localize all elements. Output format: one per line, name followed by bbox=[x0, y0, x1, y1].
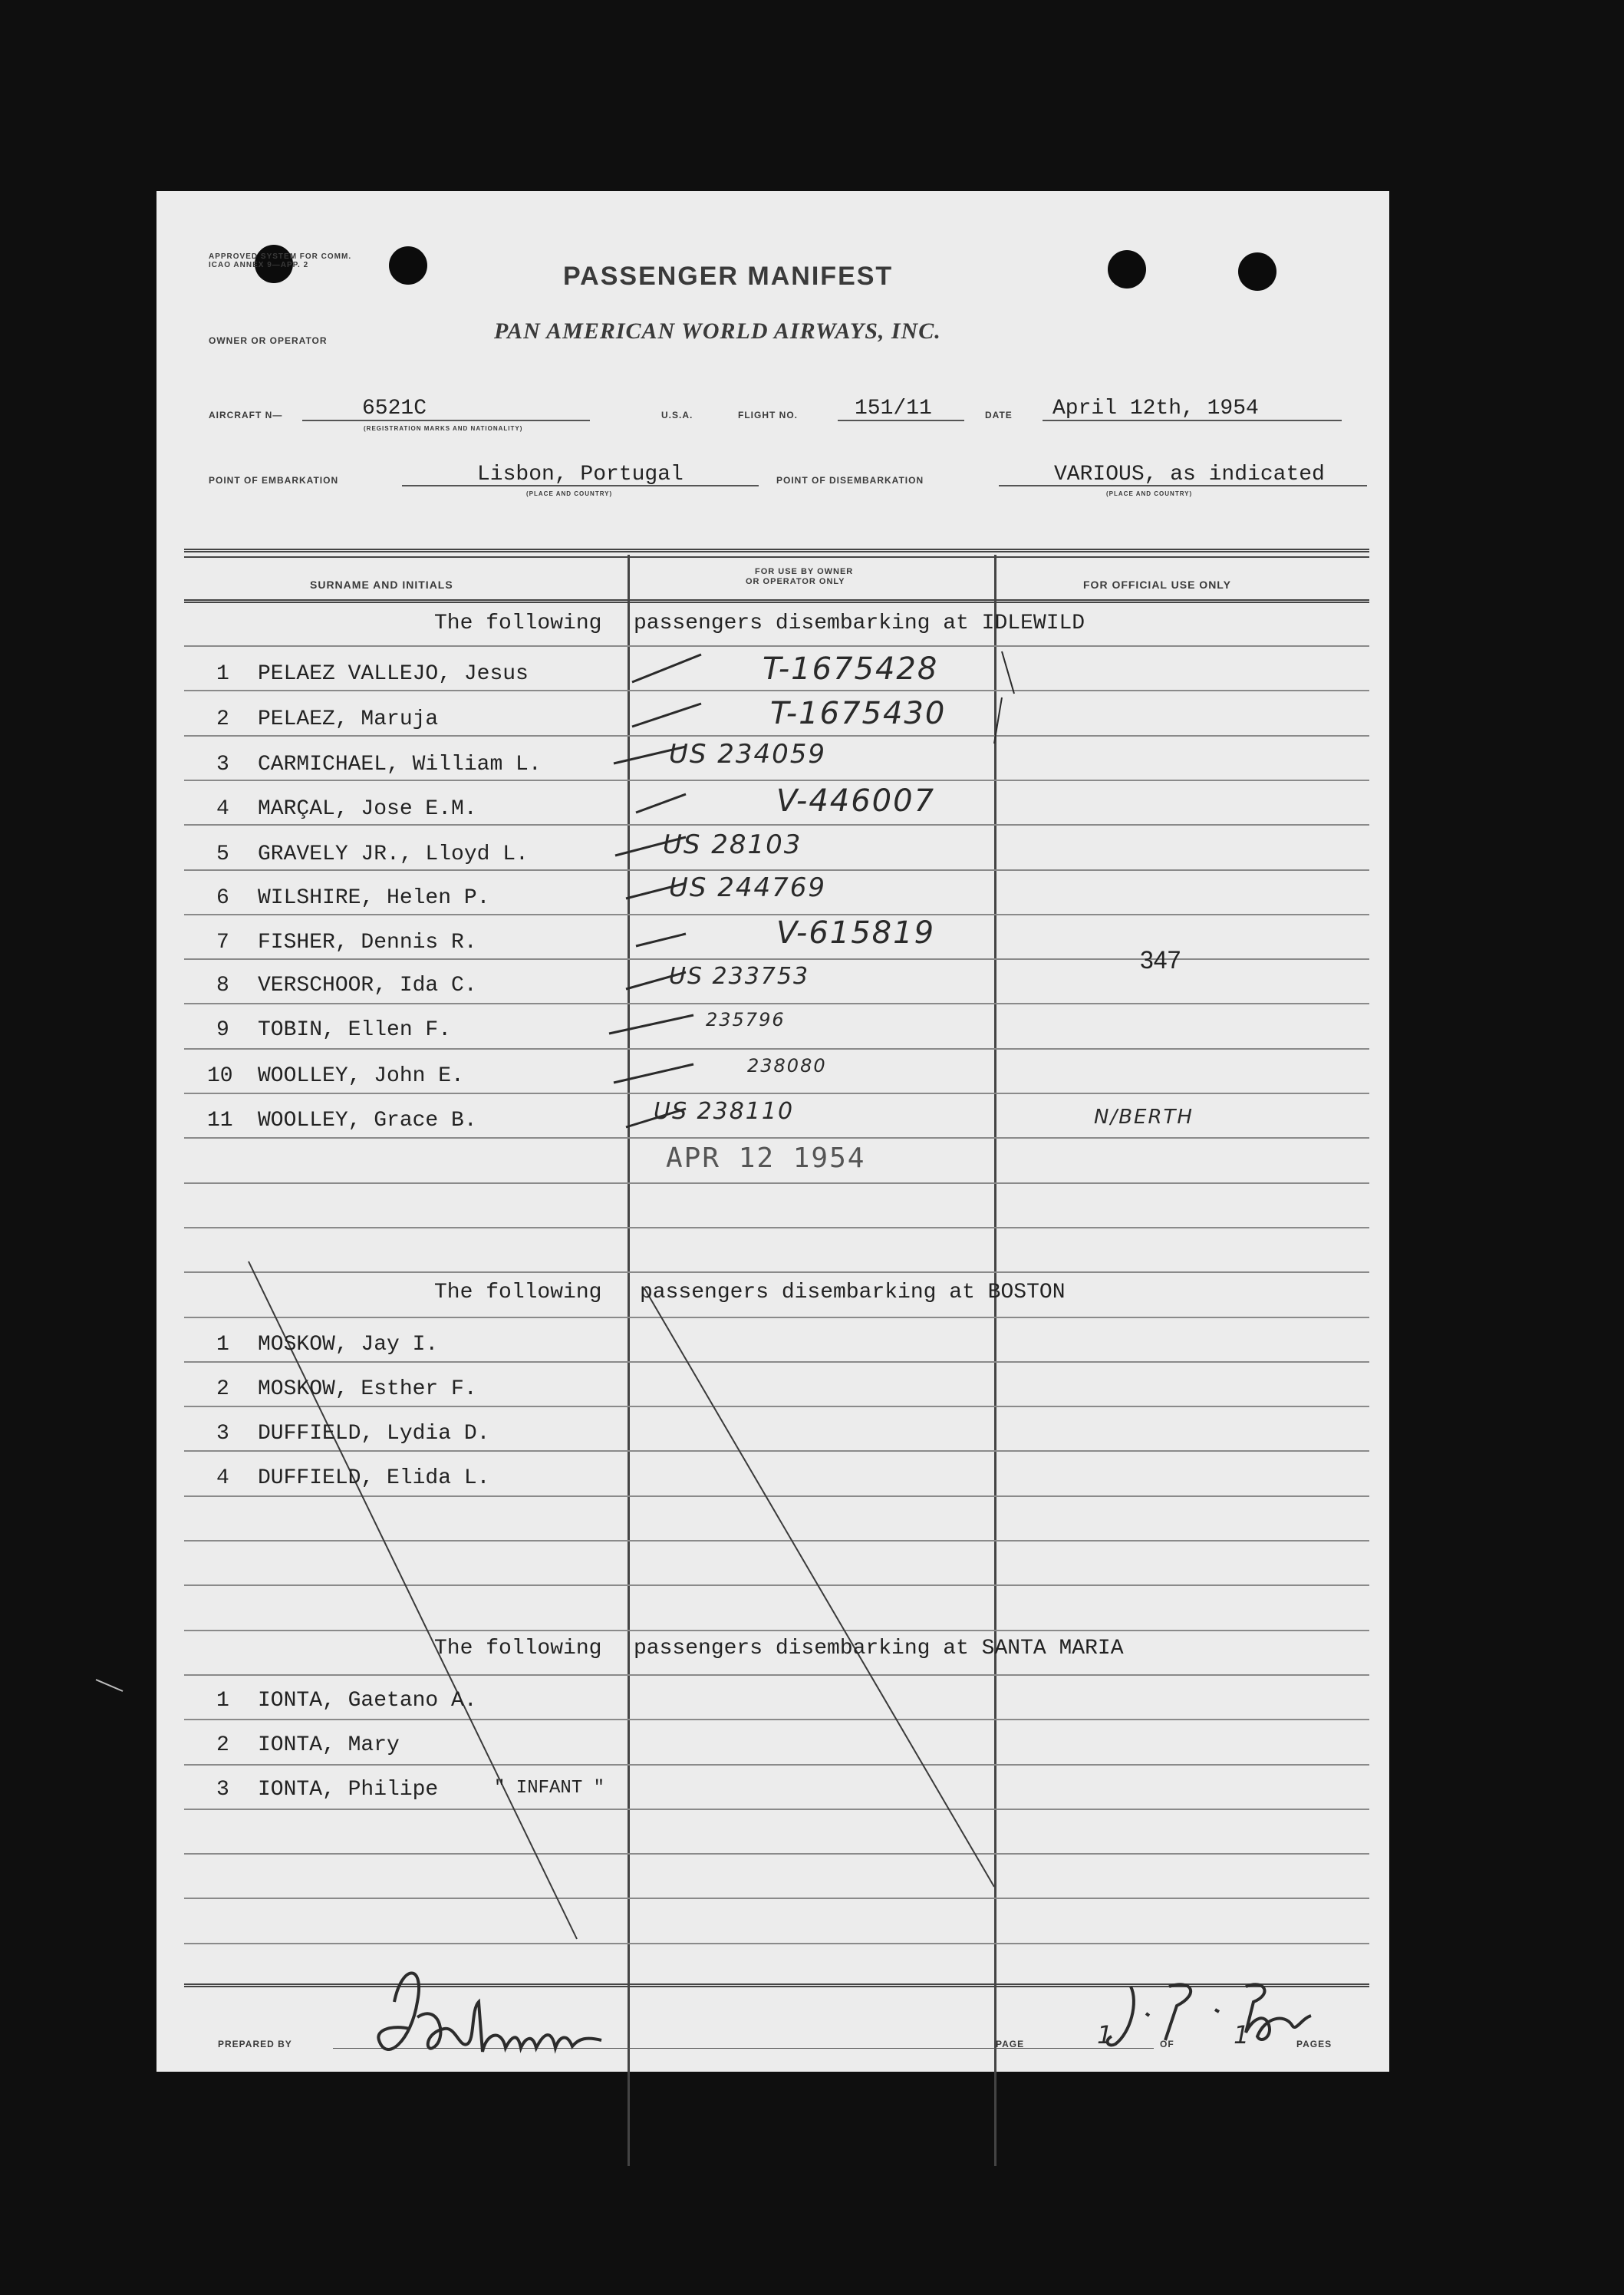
form-title: PASSENGER MANIFEST bbox=[563, 262, 894, 291]
document-number: US 28103 bbox=[663, 829, 802, 860]
passenger-number: 2 bbox=[216, 1733, 229, 1757]
pages-label: PAGES bbox=[1296, 2039, 1332, 2049]
passenger-number: 10 bbox=[207, 1064, 233, 1088]
passenger-number: 8 bbox=[216, 974, 229, 997]
document-number: US 234059 bbox=[669, 739, 827, 770]
disembark-caption: (PLACE AND COUNTRY) bbox=[1106, 490, 1193, 497]
operator-name: PAN AMERICAN WORLD AIRWAYS, INC. bbox=[494, 318, 941, 344]
document-number: US 238110 bbox=[654, 1098, 795, 1125]
passenger-name: VERSCHOOR, Ida C. bbox=[258, 974, 477, 997]
embark-value: Lisbon, Portugal bbox=[477, 463, 684, 486]
disembark-value: VARIOUS, as indicated bbox=[1054, 463, 1325, 486]
date-stamp: APR 12 1954 bbox=[666, 1143, 866, 1174]
official-number: 347 bbox=[1140, 946, 1181, 974]
embark-caption: (PLACE AND COUNTRY) bbox=[526, 490, 613, 497]
section-heading-boston-left: The following bbox=[434, 1281, 602, 1304]
usa-label: U.S.A. bbox=[661, 410, 693, 420]
prepared-by-label: PREPARED BY bbox=[218, 2039, 292, 2049]
document-number: V-446007 bbox=[776, 783, 936, 819]
passenger-name: PELAEZ, Maruja bbox=[258, 707, 439, 731]
berth-note: N/BERTH bbox=[1094, 1106, 1194, 1129]
document-number: T-1675430 bbox=[770, 696, 947, 731]
passenger-name: MARÇAL, Jose E.M. bbox=[258, 797, 477, 821]
passenger-number: 3 bbox=[216, 1422, 229, 1446]
embark-label: POINT OF EMBARKATION bbox=[209, 475, 339, 486]
passenger-number: 6 bbox=[216, 886, 229, 910]
date-label: DATE bbox=[985, 410, 1013, 420]
passenger-name: WOOLLEY, John E. bbox=[258, 1064, 464, 1088]
passenger-number: 11 bbox=[207, 1109, 233, 1133]
section-heading-idlewild-right: passengers disembarking at IDLEWILD bbox=[634, 612, 1085, 635]
passenger-name: MOSKOW, Esther F. bbox=[258, 1377, 477, 1401]
passenger-number: 1 bbox=[216, 1689, 229, 1713]
passenger-number: 4 bbox=[216, 1466, 229, 1490]
passenger-name: IONTA, Philipe bbox=[258, 1778, 439, 1802]
page-label: PAGE bbox=[996, 2039, 1025, 2049]
passenger-name: WILSHIRE, Helen P. bbox=[258, 886, 490, 910]
margin-mark bbox=[92, 1672, 138, 1703]
passenger-number: 3 bbox=[216, 1778, 229, 1802]
passenger-number: 5 bbox=[216, 842, 229, 866]
col-operator-header-1: FOR USE BY OWNER bbox=[755, 567, 854, 576]
manifest-paper bbox=[156, 191, 1389, 2072]
passenger-note: " INFANT " bbox=[494, 1778, 605, 1799]
section-heading-santa-maria-left: The following bbox=[434, 1637, 602, 1660]
document-number: US 233753 bbox=[669, 963, 810, 990]
page-number: 1 bbox=[1097, 2020, 1115, 2049]
flight-value: 151/11 bbox=[855, 397, 932, 420]
passenger-name: TOBIN, Ellen F. bbox=[258, 1018, 452, 1042]
passenger-number: 7 bbox=[216, 931, 229, 955]
document-number: 238080 bbox=[747, 1055, 827, 1077]
passenger-name: DUFFIELD, Elida L. bbox=[258, 1466, 490, 1490]
document-number: T-1675428 bbox=[763, 651, 939, 687]
document-number: V-615819 bbox=[776, 915, 936, 951]
col-official-header: FOR OFFICIAL USE ONLY bbox=[1083, 579, 1231, 591]
aircraft-value: 6521C bbox=[362, 397, 427, 420]
passenger-name: PELAEZ VALLEJO, Jesus bbox=[258, 662, 529, 686]
preparer-signature bbox=[371, 1956, 647, 2071]
section-heading-santa-maria-right: passengers disembarking at SANTA MARIA bbox=[634, 1637, 1124, 1660]
official-signature bbox=[1100, 1971, 1330, 2056]
passenger-number: 2 bbox=[216, 1377, 229, 1401]
date-value: April 12th, 1954 bbox=[1052, 397, 1259, 420]
passenger-number: 3 bbox=[216, 753, 229, 777]
aircraft-label: AIRCRAFT N— bbox=[209, 410, 283, 420]
section-heading-boston-right: passengers disembarking at BOSTON bbox=[640, 1281, 1066, 1304]
section-heading-idlewild-left: The following bbox=[434, 612, 602, 635]
passenger-name: DUFFIELD, Lydia D. bbox=[258, 1422, 490, 1446]
passenger-number: 1 bbox=[216, 662, 229, 686]
document-number: US 244769 bbox=[669, 872, 827, 903]
of-label: OF bbox=[1160, 2039, 1174, 2049]
passenger-number: 1 bbox=[216, 1333, 229, 1357]
flight-label: FLIGHT NO. bbox=[738, 410, 798, 420]
total-pages: 1 bbox=[1234, 2020, 1251, 2049]
document-number: 235796 bbox=[706, 1009, 786, 1030]
col-operator-header-2: OR OPERATOR ONLY bbox=[746, 577, 845, 586]
registration-caption: (REGISTRATION MARKS AND NATIONALITY) bbox=[364, 425, 523, 432]
passenger-name: IONTA, Gaetano A. bbox=[258, 1689, 477, 1713]
passenger-name: FISHER, Dennis R. bbox=[258, 931, 477, 955]
passenger-name: WOOLLEY, Grace B. bbox=[258, 1109, 477, 1133]
passenger-name: MOSKOW, Jay I. bbox=[258, 1333, 439, 1357]
disembark-label: POINT OF DISEMBARKATION bbox=[776, 475, 924, 486]
passenger-number: 9 bbox=[216, 1018, 229, 1042]
passenger-name: GRAVELY JR., Lloyd L. bbox=[258, 842, 529, 866]
col-surname-header: SURNAME AND INITIALS bbox=[310, 579, 453, 591]
passenger-number: 4 bbox=[216, 797, 229, 821]
passenger-number: 2 bbox=[216, 707, 229, 731]
passenger-name: IONTA, Mary bbox=[258, 1733, 400, 1757]
passenger-name: CARMICHAEL, William L. bbox=[258, 753, 542, 777]
approval-note: APPROVED SYSTEM FOR COMM. ICAO ANNEX 9—APP. 2 bbox=[209, 252, 352, 269]
operator-label: OWNER OR OPERATOR bbox=[209, 335, 328, 346]
